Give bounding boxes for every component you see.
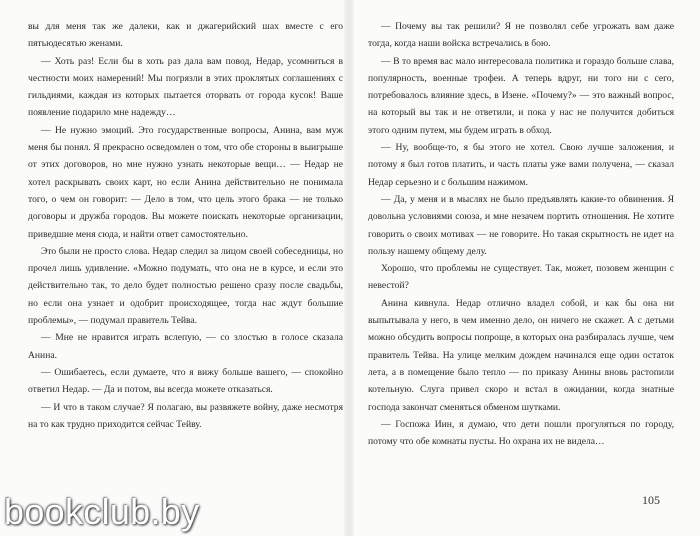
left-paragraph-3: — Не нужно эмоций. Это государственные вопросы, Анина, вам муж меня бы понял. Я прекрасно осведомлен о том, что обе стороны в выигрыше от этих договоров, но мне нужно узнать некоторые вещи… — Недар не хотел раскрывать своих карт, но если Анина действительно не понимала того, о чем он говорит: — Дело в том, что цель этого брака — не только договоры и дружба городов. Вы можете поискать некоторые организации, приведшие меня сюда, и найти ответ самостоятельно. (28, 124, 343, 240)
right-paragraph-2: — В то время вас мало интересовала политика и гораздо больше слава, популярность, военные трофеи. А теперь вдруг, ни того ни с сего, потребовалось влияние здесь, в Изене. «Почему?» — это важный вопрос, на который вы так и не ответили, и пока у нас не получится добиться этого одним путем, мы будем играть в обход. (368, 55, 674, 136)
left-paragraph-4: Это были не просто слова. Недар следил за лицом своей собеседницы, но прочел лишь удивление. «Можно подумать, что она не в курсе, и если это действительно так, то дело будет полностью решено сразу после свадьбы, но если она узнает и одобрит происходящее, тогда нас ждут большие проблемы», — подумал правитель Тейва. (28, 245, 343, 327)
left-paragraph-7: — И что в таком случае? Я полагаю, вы развяжете войну, даже несмотря на то как трудно приходится сейчас Тейву. (28, 401, 343, 430)
page-number: 105 (642, 493, 660, 507)
site-watermark: bookclub.by (4, 491, 200, 532)
book-gutter (344, 0, 354, 536)
left-paragraph-5: — Мне не нравится играть вслепую, — со злостью в голосе сказала Анина. (28, 332, 343, 361)
left-paragraph-2: — Хоть раз! Если бы в хоть раз дала вам повод, Недар, усомниться в честности моих намерений! Мы погрязли в этих проклятых соглашениях с гильдиями, каждая из которых пытается оторвать от города кусок! Ваше появление подарило мне надежду… (28, 55, 343, 119)
right-paragraph-7: — Госпожа Иин, я думаю, что дети пошли прогуляться по городу, потому что обе комнаты пусты. Но охрана их не видела… (368, 418, 674, 448)
left-paragraph-6: — Ошибаетесь, если думаете, что я вижу больше вашего, — спокойно ответил Недар. — Да и потом, вы всегда можете отказаться. (28, 366, 343, 396)
left-paragraph-1: вы для меня так же далеки, как и джагерийский шах вместе с его пятьюдесятью женами. (28, 21, 343, 50)
left-page (28, 18, 343, 433)
right-paragraph-1: — Почему вы так решили? Я не позволял себе угрожать вам даже тогда, когда наши войска встречались в бою. (368, 21, 674, 50)
right-paragraph-4: — Да, у меня и в мыслях не было предъявлять какие-то обвинения. Я довольна условиями союза, и мне незачем портить отношения. Не хотите говорить о своих мотивах — не говорите. Но такая скрытность не идет на пользу нашему общему делу. (368, 193, 674, 257)
right-page (368, 18, 674, 450)
right-paragraph-6: Анина кивнула. Недар отлично владел собой, и как бы она ни выпытывала у него, в чем именно дело, он ничего не скажет. А с детьми можно обсудить вопросы попроще, в которых она разбиралась лучше, чем правитель Тейва. На улице мелким дождем начинался еще один остаток лета, а в помещение было тепло — по приказу Анины вновь растопили котельную. Слуга привел скоро и встал в ожидании, когда знатные господа закончат сменяться обменом шутками. (368, 297, 674, 413)
right-paragraph-5: Хорошо, что проблемы не существует. Так, может, позовем женщин с невестой? (368, 263, 674, 292)
right-paragraph-3: — Ну, вообще-то, я бы этого не хотел. Свою лучше заложения, и потому я был готов платить, и часть платы уже вами получена, — сказал Недар серьезно и с большим нажимом. (368, 142, 674, 188)
